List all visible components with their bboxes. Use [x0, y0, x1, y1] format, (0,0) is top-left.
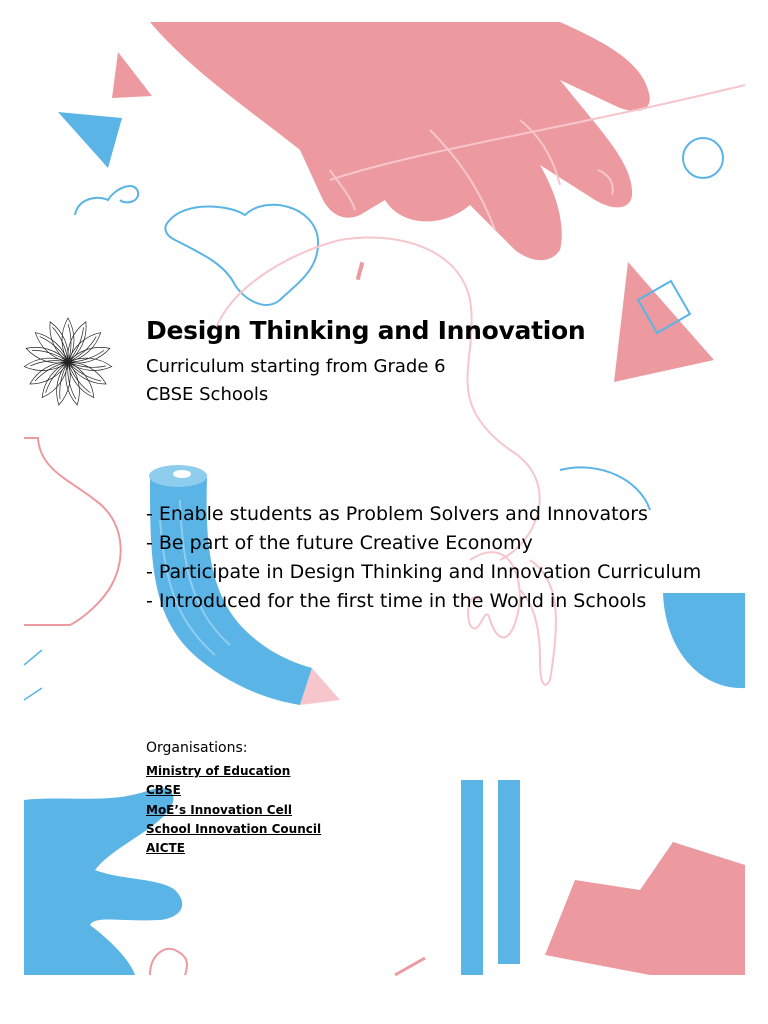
organisation-link-text[interactable]: School Innovation Council [146, 821, 322, 836]
bullet-list [146, 500, 701, 616]
pink-dash-bottom [395, 958, 425, 975]
pink-triangle-right [614, 262, 714, 382]
subtitle-line: CBSE Schools [146, 384, 269, 405]
organisation-link-text[interactable]: MoE’s Innovation Cell [146, 802, 292, 817]
blue-line-left [24, 650, 42, 700]
organisation-link-text[interactable]: AICTE [146, 841, 185, 856]
blue-bar-1 [461, 780, 483, 975]
bullet-item: - Be part of the future Creative Economy [146, 532, 533, 554]
organisation-link[interactable] [146, 801, 321, 820]
organisations-list [146, 762, 321, 858]
organisation-link[interactable] [146, 762, 321, 781]
page-title: Design Thinking and Innovation [146, 316, 586, 345]
pink-l-shape [545, 842, 745, 975]
bullet-item: - Enable students as Problem Solvers and Innovators [146, 503, 648, 525]
bullet-item: - Participate in Design Thinking and Innovation Curriculum [146, 561, 702, 583]
blue-circle-outline [683, 138, 723, 178]
pink-outline-left [24, 438, 121, 625]
pink-dash [356, 262, 365, 280]
organisation-link[interactable] [146, 820, 321, 839]
pink-squiggle-bottom [150, 949, 187, 975]
blue-squiggle-left [75, 186, 138, 215]
pink-hand-illustration [150, 22, 650, 260]
organisation-link-text[interactable]: Ministry of Education [146, 764, 291, 778]
bullet-item: - Introduced for the first time in the World in Schools [146, 590, 647, 612]
blue-bar-2 [498, 780, 520, 964]
pink-triangle-small [112, 52, 152, 98]
organisation-link[interactable] [146, 839, 321, 858]
organisation-link[interactable] [146, 781, 321, 800]
mandala-flower-icon [24, 318, 113, 406]
blue-heart-outline [165, 205, 318, 305]
organisations-heading: Organisations: [146, 740, 248, 756]
subtitle-line: Curriculum starting from Grade 6 [146, 356, 446, 377]
blue-triangle-left [58, 112, 122, 168]
organisation-link-text[interactable]: CBSE [146, 783, 181, 798]
